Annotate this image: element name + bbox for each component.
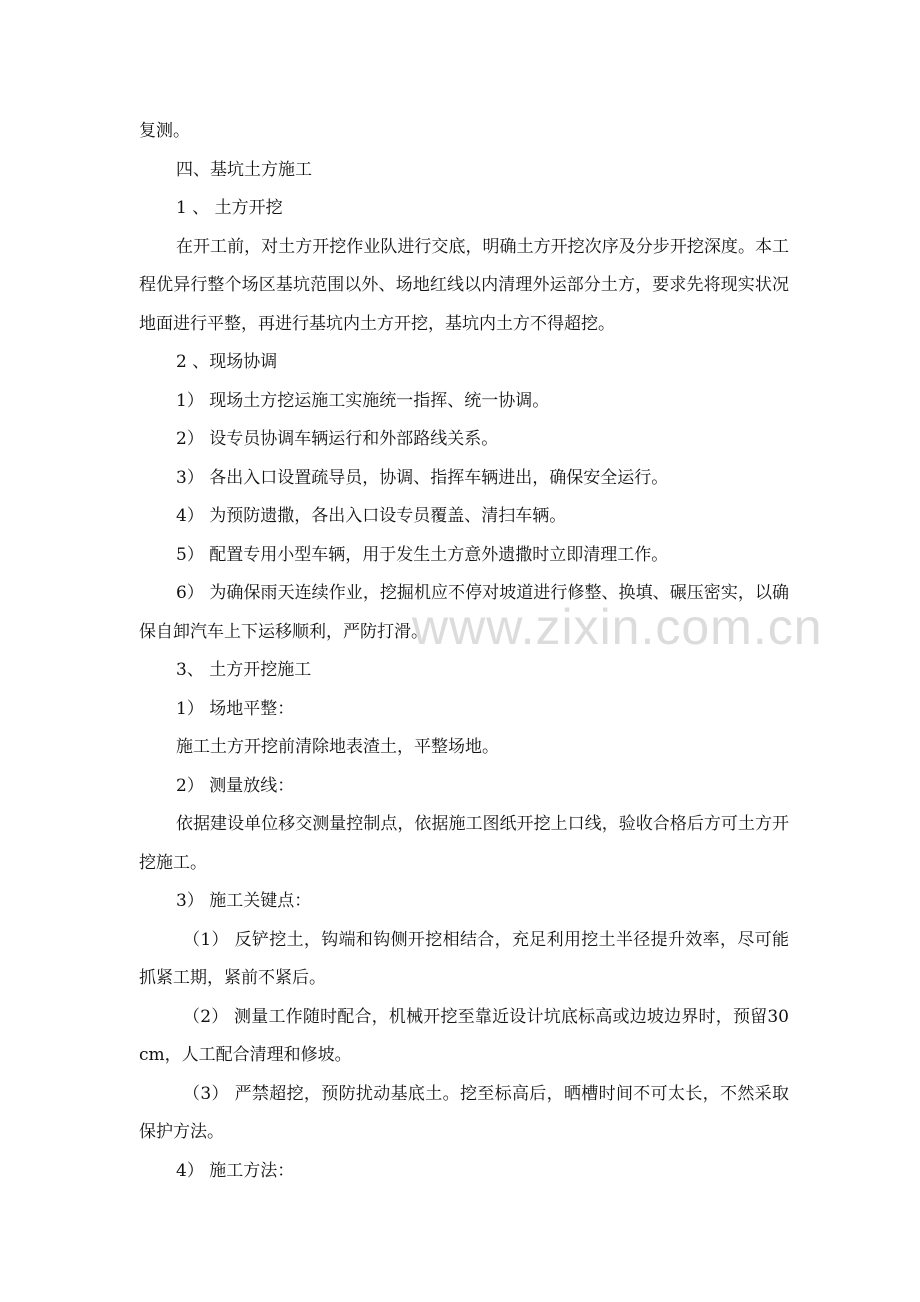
list-item: 5） 配置专用小型车辆，用于发生土方意外遗撒时立即清理工作。 bbox=[176, 544, 669, 565]
watermark: www.zixin.com.cn bbox=[412, 599, 823, 655]
list-item: 1） 场地平整： bbox=[176, 698, 295, 719]
subsection-heading: 2 、现场协调 bbox=[176, 352, 278, 372]
sub-list-item: （1） 反铲挖土，钩端和钩侧开挖相结合，充足利用挖土半径提升效率，尽可能抓紧工期，紧前不紧后。 bbox=[139, 929, 789, 988]
list-item: 1） 现场土方挖运施工实施统一指挥、统一协调。 bbox=[176, 390, 550, 411]
list-item: 6） 为确保雨天连续作业，挖掘机应不停对坡道进行修整、换填、碾压密实，以确保自卸汽车上下运移顺利，严防打滑。 bbox=[139, 583, 789, 642]
list-item: 3） 施工关键点： bbox=[176, 891, 312, 911]
subsection-heading: 1 、 土方开挖 bbox=[176, 198, 283, 218]
section-heading: 四、基坑土方施工 bbox=[176, 159, 312, 180]
list-item: 2） 设专员协调车辆运行和外部路线关系。 bbox=[176, 429, 499, 449]
paragraph-continuation: 复测。 bbox=[139, 121, 190, 141]
list-item: 2） 测量放线： bbox=[176, 775, 295, 796]
body-paragraph: 依据建设单位移交测量控制点，依据施工图纸开挖上口线，验收合格后方可土方开挖施工。 bbox=[139, 814, 789, 873]
sub-list-item: （2） 测量工作随时配合，机械开挖至靠近设计坑底标高或边坡边界时，预留30cm，人工配合清理和修坡。 bbox=[139, 1006, 789, 1065]
list-item: 4） 施工方法： bbox=[176, 1160, 295, 1181]
body-paragraph: 在开工前，对土方开挖作业队进行交底，明确土方开挖次序及分步开挖深度。本工程优异行整个场区基坑范围以外、场地红线以内清理外运部分土方，要求先将现实状况地面进行平整，再进行基坑内土方开挖，基坑内土方不得超挖。 bbox=[139, 236, 789, 334]
body-paragraph: 施工土方开挖前清除地表渣土，平整场地。 bbox=[176, 737, 499, 757]
document-body bbox=[139, 112, 789, 1190]
subsection-heading: 3、 土方开挖施工 bbox=[176, 660, 312, 680]
list-item: 3） 各出入口设置疏导员，协调、指挥车辆进出，确保安全运行。 bbox=[176, 467, 669, 488]
sub-list-item: （3） 严禁超挖，预防扰动基底土。挖至标高后，晒槽时间不可太长，不然采取保护方法。 bbox=[139, 1083, 789, 1142]
list-item: 4） 为预防遗撒，各出入口设专员覆盖、清扫车辆。 bbox=[176, 506, 567, 526]
